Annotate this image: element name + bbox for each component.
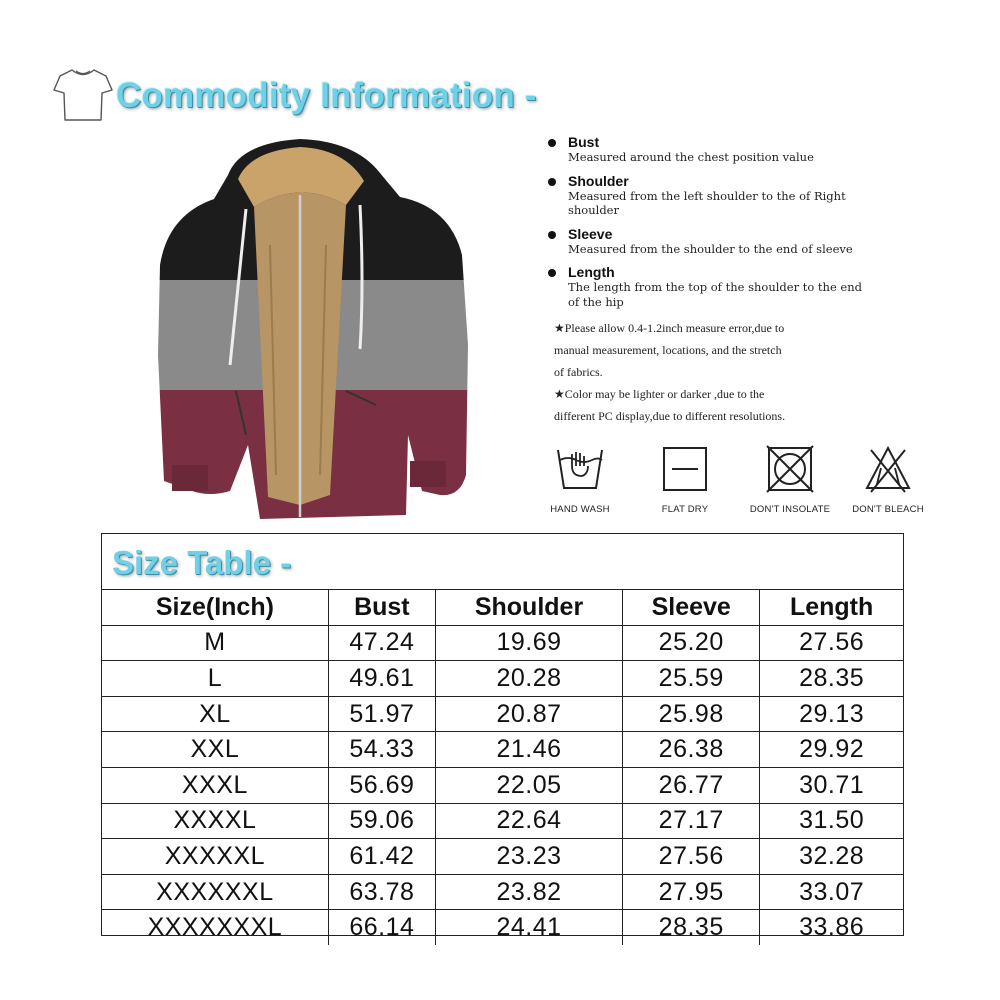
measurement-cell: 54.33 (328, 732, 435, 768)
measurement-cell: 31.50 (760, 803, 903, 839)
care-label: DON'T INSOLATE (749, 504, 831, 515)
size-cell: L (102, 661, 328, 697)
size-cell: M (102, 625, 328, 661)
measurement-cell: 23.23 (435, 839, 622, 875)
measurement-cell: 51.97 (328, 696, 435, 732)
size-grid (102, 590, 903, 945)
measurement-cell: 27.56 (760, 625, 903, 661)
measurement-cell: 30.71 (760, 767, 903, 803)
note-line: ★Color may be lighter or darker ,due to the (554, 387, 765, 401)
column-header: Size(Inch) (102, 590, 328, 625)
guide-item-length (546, 264, 946, 309)
guide-item-bust (546, 134, 946, 165)
measurement-cell: 21.46 (435, 732, 622, 768)
size-cell: XXL (102, 732, 328, 768)
table-row (102, 910, 903, 945)
measurement-cell: 22.64 (435, 803, 622, 839)
measurement-cell: 26.38 (623, 732, 760, 768)
measurement-cell: 28.35 (623, 910, 760, 945)
jacket-image (150, 135, 475, 525)
commodity-title: Commodity Information - (116, 76, 537, 115)
size-cell: XXXXXXL (102, 874, 328, 910)
measurement-cell: 61.42 (328, 839, 435, 875)
column-header: Sleeve (623, 590, 760, 625)
guide-desc: Measured around the chest position value (568, 150, 814, 164)
size-cell: XL (102, 696, 328, 732)
measurement-cell: 63.78 (328, 874, 435, 910)
commodity-header (52, 62, 672, 132)
dont-bleach-icon (863, 444, 913, 494)
table-row (102, 625, 903, 661)
measurement-cell: 20.87 (435, 696, 622, 732)
care-flat-dry (640, 444, 730, 534)
note-line: different PC display,due to different resolutions. (554, 409, 786, 423)
measurement-cell: 19.69 (435, 625, 622, 661)
t-shirt-icon (52, 64, 114, 126)
size-cell: XXXXXL (102, 839, 328, 875)
size-table (101, 533, 904, 942)
measurement-guide (546, 134, 946, 427)
measurement-cell: 29.92 (760, 732, 903, 768)
table-row (102, 803, 903, 839)
size-cell: XXXXL (102, 803, 328, 839)
guide-desc: Measured from the left shoulder to the of Right shoulder (568, 188, 846, 217)
dont-insolate-icon (763, 444, 817, 494)
guide-desc: The length from the top of the shoulder to the end of the hip (568, 280, 862, 309)
column-header: Bust (328, 590, 435, 625)
care-hand-wash (535, 444, 625, 534)
measurement-cell: 22.05 (435, 767, 622, 803)
hand-wash-icon (552, 444, 608, 494)
measurement-cell: 56.69 (328, 767, 435, 803)
bullet-icon (548, 231, 556, 239)
note-line: of fabrics. (554, 365, 603, 379)
size-cell: XXXL (102, 767, 328, 803)
care-dont-insolate (745, 444, 835, 534)
measurement-cell: 23.82 (435, 874, 622, 910)
measurement-cell: 27.56 (623, 839, 760, 875)
table-row (102, 696, 903, 732)
bullet-icon (548, 269, 556, 277)
table-body (102, 625, 903, 945)
measurement-cell: 66.14 (328, 910, 435, 945)
note-line: ★Please allow 0.4-1.2inch measure error,due to (554, 321, 785, 335)
measurement-cell: 29.13 (760, 696, 903, 732)
guide-item-shoulder (546, 173, 946, 218)
measurement-cell: 32.28 (760, 839, 903, 875)
measurement-cell: 33.07 (760, 874, 903, 910)
bullet-icon (548, 139, 556, 147)
size-cell: XXXXXXXL (102, 910, 328, 945)
measurement-cell: 47.24 (328, 625, 435, 661)
care-label: HAND WASH (550, 504, 610, 515)
measurement-cell: 25.98 (623, 696, 760, 732)
care-label: DON'T BLEACH (852, 504, 924, 515)
measurement-cell: 59.06 (328, 803, 435, 839)
care-label: FLAT DRY (661, 504, 709, 515)
table-header-row (102, 590, 903, 625)
measurement-cell: 33.86 (760, 910, 903, 945)
measurement-cell: 25.59 (623, 661, 760, 697)
measurement-cell: 20.28 (435, 661, 622, 697)
bullet-icon (548, 178, 556, 186)
guide-title: Bust (568, 134, 600, 150)
guide-item-sleeve (546, 226, 946, 257)
guide-title: Shoulder (568, 172, 629, 189)
column-header: Shoulder (435, 590, 622, 625)
measurement-cell: 49.61 (328, 661, 435, 697)
care-dont-bleach (843, 444, 933, 534)
table-row (102, 874, 903, 910)
note-line: manual measurement, locations, and the stretch (554, 343, 782, 357)
measurement-cell: 27.95 (623, 874, 760, 910)
table-row (102, 732, 903, 768)
measurement-cell: 27.17 (623, 803, 760, 839)
guide-title: Sleeve (568, 225, 613, 242)
flat-dry-icon (660, 444, 710, 494)
measurement-cell: 26.77 (623, 767, 760, 803)
column-header: Length (760, 590, 903, 625)
guide-title: Length (568, 264, 615, 280)
table-row (102, 661, 903, 697)
measurement-cell: 25.20 (623, 625, 760, 661)
measurement-cell: 24.41 (435, 910, 622, 945)
size-table-title: Size Table - (112, 544, 292, 581)
guide-desc: Measured from the shoulder to the end of sleeve (568, 241, 853, 256)
table-row (102, 839, 903, 875)
table-row (102, 767, 903, 803)
measurement-cell: 28.35 (760, 661, 903, 697)
size-table-header (102, 534, 903, 590)
